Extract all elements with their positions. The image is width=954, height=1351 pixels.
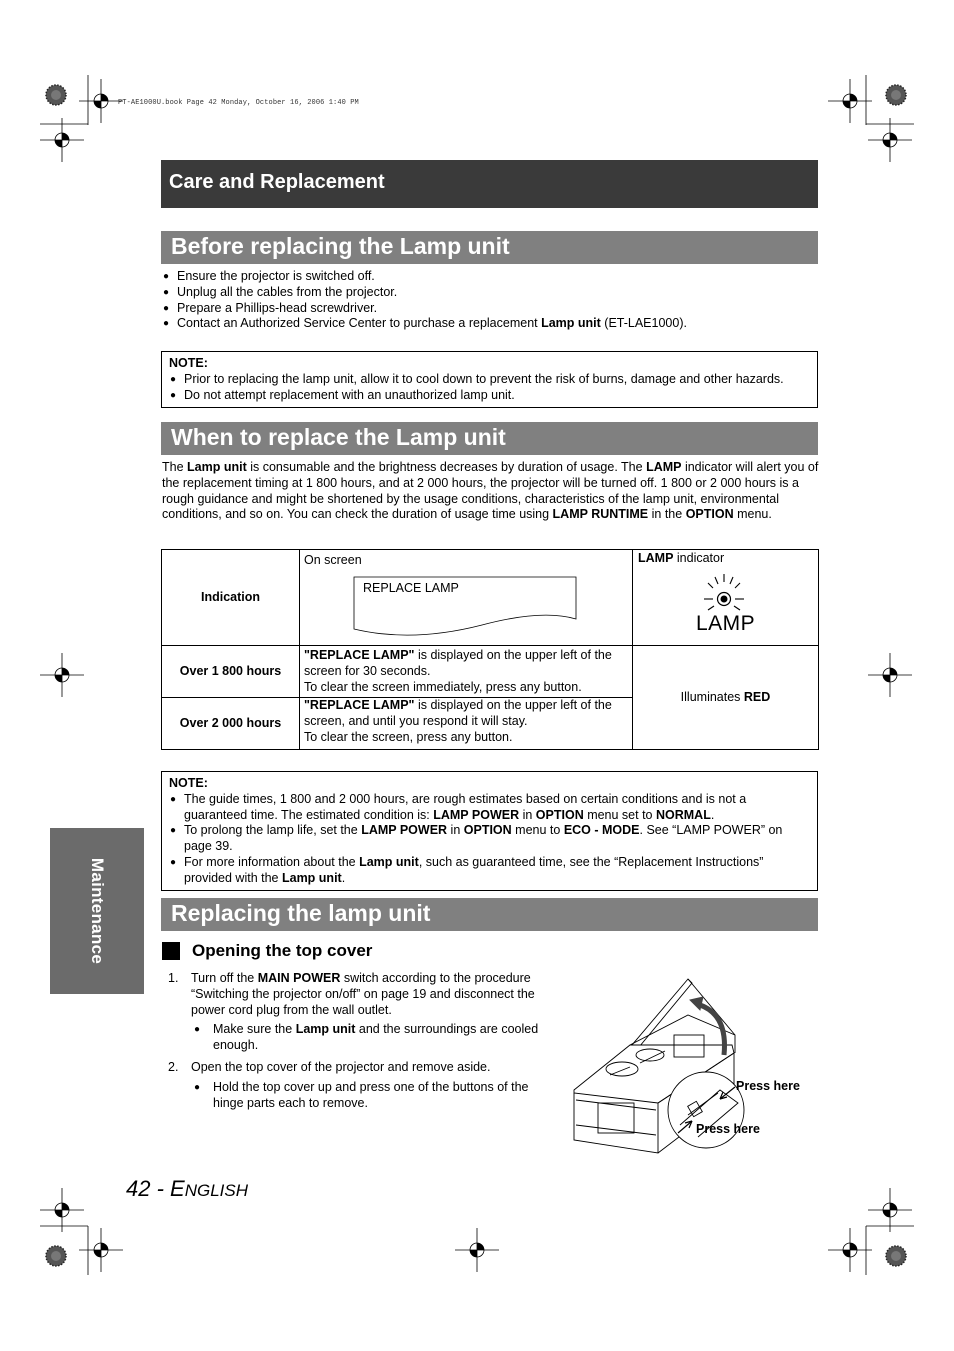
note-item: ● Do not attempt replacement with an unauthorized lamp unit. (162, 388, 817, 404)
prep-bullet-list (163, 269, 687, 332)
on-screen-label: On screen (304, 553, 362, 567)
lamp-word: LAMP (696, 612, 756, 635)
on-screen-cell (300, 550, 633, 646)
projector-illustration (570, 975, 810, 1160)
sidebar-tab (50, 828, 144, 994)
when-paragraph: The Lamp unit is consumable and the brightness decreases by duration of usage. The LAMP indicator will alert you of the replacement timing at 1 800 hours, and at 2 000 hours, the projector will be turned off. 1 800 or 2 000 hours is a rough guidance and might be shortened by the usage conditions, characteristics of the lamp unit, environmental conditions, and so on. You can check the duration of usage time using LAMP RUNTIME in the OPTION menu. (162, 460, 819, 522)
row-label: Over 2 000 hours (162, 698, 300, 750)
table-row (162, 646, 819, 698)
projector-top-cover-image (570, 975, 810, 1160)
note-item: ● The guide times, 1 800 and 2 000 hours, are rough estimates based on certain conditions and is not a guaranteed time. The estimated condition is: LAMP POWER in OPTION menu set to NORMAL. (162, 792, 817, 824)
heading-bar (161, 231, 818, 264)
subheading-text: Opening the top cover (192, 941, 373, 960)
heading-when-to-replace: When to replace the Lamp unit (171, 424, 506, 450)
table-row (162, 550, 819, 646)
steps-list (168, 971, 560, 1111)
note-item: ● For more information about the Lamp unit, such as guaranteed time, see the “Replacement Instructions” provided with the Lamp unit. (162, 855, 817, 887)
list-item: ● Ensure the projector is switched off. (163, 269, 687, 285)
row-label: Over 1 800 hours (162, 646, 300, 698)
list-item: ● Prepare a Phillips-head screwdriver. (163, 301, 687, 317)
press-here-label-2: Press here (696, 1122, 760, 1136)
note-box-2 (161, 771, 818, 891)
square-bullet-icon (162, 942, 180, 960)
heading-bar (161, 422, 818, 455)
lamp-indicator-label: LAMP indicator (638, 551, 725, 565)
lamp-replacement-table (161, 549, 819, 750)
note-item: ● To prolong the lamp life, set the LAMP POWER in OPTION menu to ECO - MODE. See “LAMP POWER” on page 39. (162, 823, 817, 855)
screen-message: REPLACE LAMP (363, 581, 459, 595)
note-title: NOTE: (169, 776, 208, 790)
step-item: 1. Turn off the MAIN POWER switch according to the procedure “Switching the projector on/off” on page 19 and disconnect the power cord plug from the wall outlet. (168, 971, 535, 1017)
section-header (161, 160, 818, 208)
row-description: "REPLACE LAMP" is displayed on the upper left of the screen for 30 seconds. To clear the screen immediately, press any button. (300, 646, 633, 698)
note-item: ● Prior to replacing the lamp unit, allow it to cool down to prevent the risk of burns, damage and other hazards. (162, 372, 817, 388)
list-item: ● Unplug all the cables from the projector. (163, 285, 687, 301)
heading-bar (161, 898, 818, 931)
step-item: 2. Open the top cover of the projector and remove aside. (168, 1059, 491, 1074)
press-here-label-1: Press here (736, 1079, 800, 1093)
heading-before-replacing: Before replacing the Lamp unit (171, 233, 510, 259)
step-subitem: ● Hold the top cover up and press one of the buttons of the hinge parts each to remove. (194, 1079, 529, 1110)
row-description: "REPLACE LAMP" is displayed on the upper left of the screen, and until you respond it will stay. To clear the screen, press any button. (300, 698, 633, 750)
page-number: 42 - ENGLISH (126, 1176, 249, 1201)
section-title: Care and Replacement (169, 171, 385, 193)
table-header-indication: Indication (162, 550, 300, 646)
note-title: NOTE: (169, 356, 208, 370)
print-info-line: PT-AE1000U.book Page 42 Monday, October 16, 2006 1:40 PM (118, 99, 359, 107)
sidebar-tab-label: Maintenance (88, 857, 107, 965)
lamp-indicator-cell (633, 550, 819, 646)
step-subitem: ● Make sure the Lamp unit and the surroundings are cooled enough. (194, 1022, 539, 1053)
heading-replacing: Replacing the lamp unit (171, 900, 431, 926)
illuminates-cell: Illuminates RED (633, 646, 819, 750)
list-item: ● Contact an Authorized Service Center to purchase a replacement Lamp unit (ET-LAE1000). (163, 316, 687, 332)
note-box-1 (161, 351, 818, 408)
